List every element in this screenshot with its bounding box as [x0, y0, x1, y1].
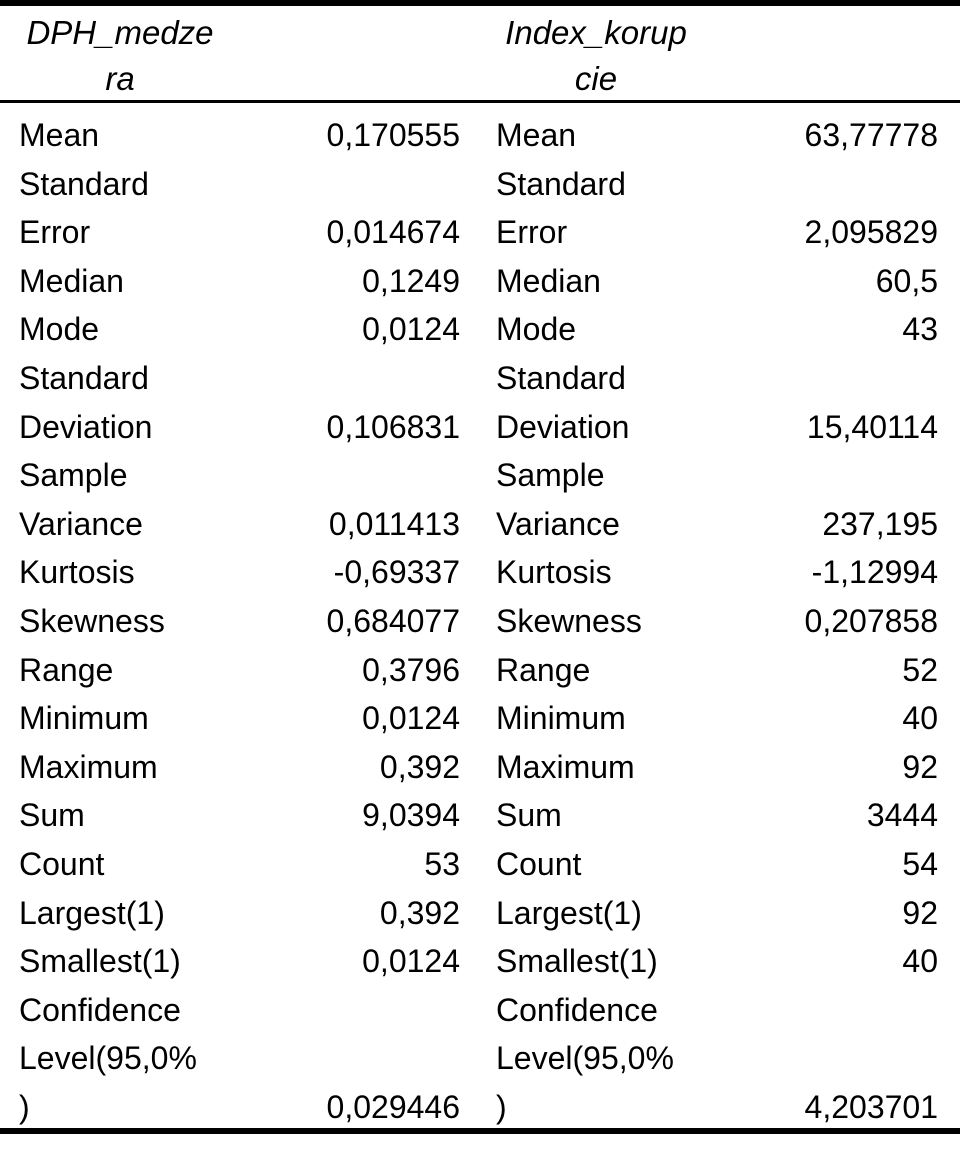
stat-value: 92	[902, 748, 938, 785]
stat-label: Kurtosis	[19, 554, 135, 591]
stat-label: Standard	[19, 359, 149, 396]
stat-value: 40	[902, 700, 938, 737]
stat-value: 0,106831	[326, 408, 460, 445]
stat-label: Sum	[496, 797, 562, 834]
table-row	[0, 694, 960, 743]
stat-label: Error	[496, 214, 568, 251]
table-row	[0, 840, 960, 889]
stat-label: Standard	[19, 165, 149, 202]
stat-value: 0,0124	[362, 700, 460, 737]
column-header-dph-medzera	[10, 10, 230, 102]
stat-label: Deviation	[496, 408, 630, 445]
stat-value: 0,014674	[326, 214, 460, 251]
stat-label: Minimum	[496, 700, 626, 737]
table-row	[0, 403, 960, 452]
table-row	[0, 208, 960, 257]
header-line: Index_korup	[505, 14, 687, 51]
stat-label: Count	[19, 845, 105, 882]
stat-value: 0,0124	[362, 311, 460, 348]
stat-label: Mean	[19, 117, 100, 153]
stat-label: )	[496, 1088, 507, 1125]
column-header-index-korupcie	[486, 10, 706, 102]
stat-value: 52	[902, 651, 938, 688]
stat-value: 54	[902, 845, 938, 882]
top-rule	[0, 0, 960, 6]
stat-label: Largest(1)	[19, 894, 165, 931]
stat-label: Maximum	[19, 748, 158, 785]
stat-value: 3444	[866, 797, 938, 834]
table-row	[0, 1083, 960, 1132]
table-row	[0, 646, 960, 695]
stat-label: Confidence	[496, 991, 658, 1028]
stat-value: 0,011413	[328, 505, 460, 542]
table-row	[0, 1034, 960, 1083]
stat-label: Minimum	[19, 700, 149, 737]
stat-value: -0,69337	[333, 554, 460, 591]
stat-label: Smallest(1)	[19, 943, 181, 980]
table-row	[0, 500, 960, 549]
table-row	[0, 889, 960, 938]
stat-value: 40	[902, 943, 938, 980]
stat-label: Variance	[19, 505, 143, 542]
stat-value: 0,392	[379, 748, 460, 785]
stat-label: Error	[19, 214, 91, 251]
stat-label: Range	[19, 651, 114, 688]
header-line: ra	[105, 60, 135, 97]
stat-label: Median	[19, 262, 124, 299]
header-line: cie	[574, 60, 618, 97]
stat-value: 60,5	[875, 262, 938, 299]
stat-value: 0,029446	[326, 1088, 460, 1125]
stat-value: 92	[902, 894, 938, 931]
table-body	[0, 111, 960, 1131]
table-row	[0, 354, 960, 403]
stat-value: 53	[424, 845, 460, 882]
stat-label: Smallest(1)	[496, 943, 658, 980]
stat-value: 0,207858	[804, 602, 938, 639]
header-rule	[0, 100, 960, 103]
table-row	[0, 986, 960, 1035]
stat-label: Largest(1)	[496, 894, 642, 931]
stat-value: 4,203701	[804, 1088, 938, 1125]
stat-label: Range	[496, 651, 591, 688]
stat-label: Variance	[496, 505, 620, 542]
stat-label: Level(95,0%	[496, 1040, 674, 1077]
stat-label: Sum	[19, 797, 85, 834]
stat-value: 9,0394	[362, 797, 460, 834]
stat-label: Deviation	[19, 408, 153, 445]
stat-label: )	[19, 1088, 30, 1125]
stat-label: Maximum	[496, 748, 635, 785]
stat-label: Confidence	[19, 991, 181, 1028]
stat-label: Mean	[496, 117, 577, 153]
stat-value: -1,12994	[811, 554, 938, 591]
stat-value: 0,392	[379, 894, 460, 931]
stat-value: 0,170555	[326, 117, 460, 153]
table-row	[0, 937, 960, 986]
stat-label: Level(95,0%	[19, 1040, 197, 1077]
table-row	[0, 257, 960, 306]
stat-label: Count	[496, 845, 582, 882]
table-row	[0, 597, 960, 646]
stat-label: Mode	[496, 311, 577, 348]
table-row	[0, 305, 960, 354]
stat-label: Sample	[19, 457, 128, 494]
stat-label: Kurtosis	[496, 554, 612, 591]
bottom-rule	[0, 1128, 960, 1134]
stat-value: 43	[902, 311, 938, 348]
table-row	[0, 791, 960, 840]
stat-value: 0,3796	[362, 651, 460, 688]
stat-label: Standard	[496, 359, 626, 396]
table-row	[0, 451, 960, 500]
stat-label: Median	[496, 262, 601, 299]
stat-label: Skewness	[19, 602, 165, 639]
header-line: DPH_medze	[26, 14, 214, 51]
stat-value: 0,684077	[326, 602, 460, 639]
table-row	[0, 160, 960, 209]
stat-value: 2,095829	[804, 214, 938, 251]
stat-value: 0,1249	[362, 262, 460, 299]
stat-value: 15,40114	[806, 408, 938, 445]
table-row	[0, 111, 960, 160]
stat-label: Skewness	[496, 602, 642, 639]
table-row	[0, 743, 960, 792]
stat-label: Mode	[19, 311, 100, 348]
stat-value: 237,195	[822, 505, 938, 542]
stat-value: 0,0124	[362, 943, 460, 980]
stat-label: Standard	[496, 165, 626, 202]
stat-label: Sample	[496, 457, 605, 494]
stat-value: 63,77778	[804, 117, 938, 153]
table-row	[0, 548, 960, 597]
